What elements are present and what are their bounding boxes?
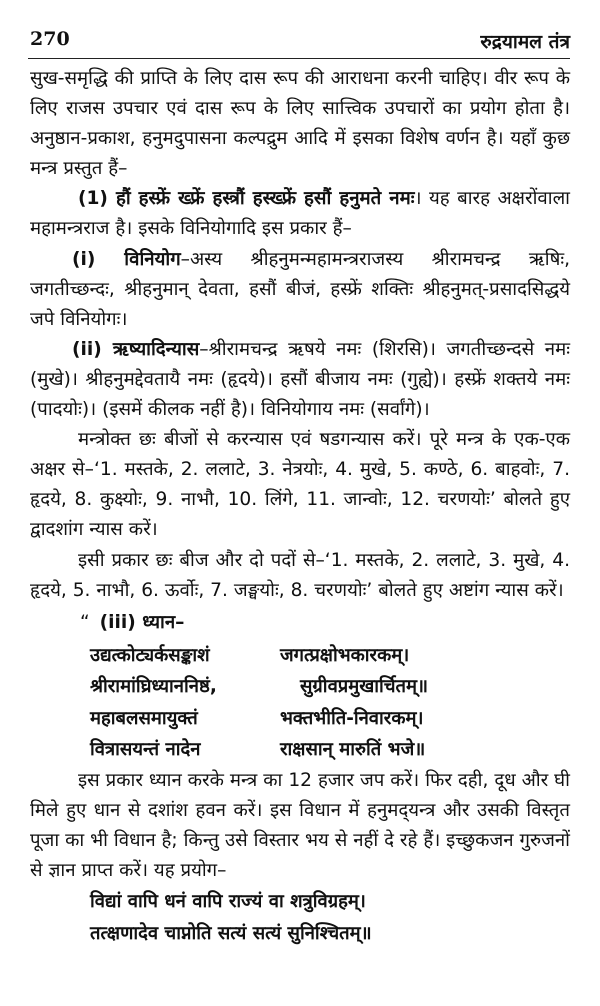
page-header <box>28 28 570 58</box>
paragraph-ashtanga: इसी प्रकार छः बीज और दो पदों से–‘1. मस्तके, 2. ललाटे, 3. मुखे, 4. हृदये, 5. नाभौ, 6. ऊर्वोः, 7. जङ्घयोः, 8. चरणयोः’ बोलते हुए अष्टांग न्यास करें। <box>30 549 570 601</box>
header-rule <box>28 58 570 59</box>
dhyana-heading <box>80 606 570 640</box>
closing-verse-line: विद्यां वापि धनं वापि राज्यं वा शत्रुविग्रहम्। <box>90 891 366 913</box>
paragraph-mantra <box>30 184 570 244</box>
margin-mark: “ <box>80 611 90 633</box>
verse-half-b: जगत्प्रक्षोभकारकम्। <box>280 644 410 666</box>
viniyoga-text: –अस्य श्रीहनुमन्महामन्त्रराजस्य श्रीरामचन्द्र ऋषिः, जगतीच्छन्दः, श्रीहनुमान् देवता, हसौं बीजं, हस्फ्रें शक्तिः श्रीहनुमत्-प्रसादसिद्धये जपे विनियोगः। <box>30 248 571 330</box>
rishyadi-text: –श्रीरामचन्द्र ऋषये नमः (शिरसि)। जगतीच्छन्दसे नमः (मुखे)। श्रीहनुमद्देवतायै नमः (हृदये)। हसौं बीजाय नमः (गुह्ये)। हस्फ्रें शक्तये नमः (पादयोः)। (इसमें कीलक नहीं है)। विनियोगाय नमः (सर्वांगे)। <box>30 338 570 421</box>
verse-line <box>30 703 570 735</box>
paragraph-viniyoga <box>30 245 570 335</box>
paragraph-nyasa: मन्त्रोक्त छः बीजों से करन्यास एवं षडगन्यास करें। पूरे मन्त्र के एक-एक अक्षर से–‘1. मस्तके, 2. ललाटे, 3. नेत्रयोः, 4. मुखे, 5. कण्ठे, 6. बाहवोः, 7. हृदये, 8. कुक्ष्योः, 9. नाभौ, 10. लिंगे, 11. जान्वोः, 12. चरणयोः’ बोलते हुए द्वादशांग न्यास करें। <box>30 429 570 541</box>
verse-line <box>30 671 570 703</box>
paragraph-japa: इस प्रकार ध्यान करके मन्त्र का 12 हजार जप करें। फिर दही, दूध और घी मिले हुए धान से दशांश हवन करें। इस विधान में हनुमद्‌यन्त्र और उसकी विस्तृत पूजा का भी विधान है; किन्तु उसे विस्तार भय से नहीं दे रहे हैं। इच्छुकजन गुरुजनों से ज्ञान प्राप्त करें। यह प्रयोग– <box>30 769 570 881</box>
verse-half-b: भक्तभीति-निवारकम्। <box>280 707 424 729</box>
verse-line <box>30 734 570 766</box>
verse-half-a: उद्यत्कोट्यर्कसङ्काशं <box>90 644 210 666</box>
closing-verse-line: तत्क्षणादेव चाप्नोति सत्यं सत्यं सुनिश्चितम्॥ <box>90 922 372 944</box>
paragraph-rishyadi <box>30 335 570 425</box>
dhyana-label: (iii) ध्यान– <box>99 611 185 633</box>
verse-half-a: महाबलसमायुक्तं <box>90 707 198 729</box>
verse-line <box>30 640 570 672</box>
mantra-note: । यह बारह अक्षरोंवाला महामन्त्रराज है। इसके विनियोगादि इस प्रकार हैं– <box>30 188 570 240</box>
verse-half-a: श्रीरामांघ्रिध्याननिष्ठं, <box>90 676 217 698</box>
viniyoga-heading: (i) विनियोग <box>72 248 181 270</box>
mantra-text: (1) हौं हस्फ्रें ख्फ्रें हस्त्रौं हस्ख्फ्रें हसौं हनुमते नमः <box>78 188 415 210</box>
page-number: 270 <box>30 28 70 50</box>
verse-half-a: वित्रासयन्तं नादेन <box>90 739 201 761</box>
verse-half-b: राक्षसान् मारुतिं भजे॥ <box>280 739 426 761</box>
rishyadi-heading: (ii) ऋष्यादिन्यास <box>72 338 200 360</box>
paragraph-intro: सुख-समृद्धि की प्राप्ति के लिए दास रूप की आराधना करनी चाहिए। वीर रूप के लिए राजस उपचार एवं दास रूप के लिए सात्त्विक उपचारों का प्रयोग होता है। अनुष्ठान-प्रकाश, हनुमदुपासना कल्पद्रुम आदि में इसका विशेष वर्णन है। यहाँ कुछ मन्त्र प्रस्तुत हैं– <box>30 68 570 180</box>
page-body <box>30 64 570 949</box>
running-title: रुद्रयामल तंत्र <box>480 31 570 53</box>
verse-half-b: सुग्रीवप्रमुखार्चितम्॥ <box>300 676 428 698</box>
